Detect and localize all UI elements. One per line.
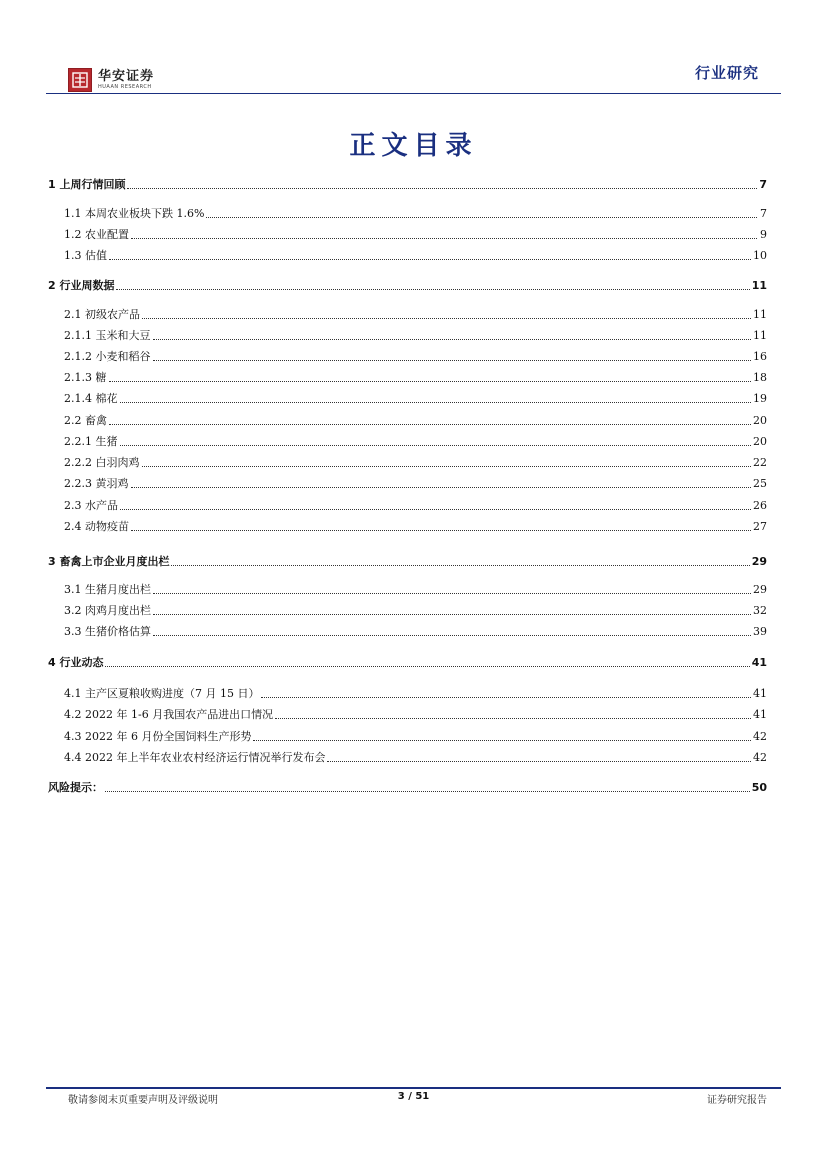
toc-leader-dots	[131, 529, 751, 531]
toc-leader-dots	[153, 338, 752, 340]
toc-entry-label: 1 上周行情回顾	[48, 178, 126, 191]
toc-entry[interactable]	[48, 172, 767, 192]
toc-entry-label: 4 行业动态	[48, 656, 104, 669]
footer-divider	[46, 1087, 781, 1089]
toc-entry-page: 20	[753, 414, 767, 427]
toc-entry-label: 4.1 主产区夏粮收购进度（7 月 15 日）	[64, 687, 260, 700]
toc-entry[interactable]	[48, 493, 767, 513]
toc-entry-label: 2.1 初级农产品	[64, 308, 140, 321]
toc-entry-label: 3 畜禽上市企业月度出栏	[48, 555, 170, 568]
toc-entry-label: 2 行业周数据	[48, 279, 115, 292]
toc-entry-label: 2.2.1 生猪	[64, 435, 118, 448]
toc-entry[interactable]	[48, 408, 767, 428]
toc-entry-page: 29	[751, 555, 767, 568]
toc-entry-page: 26	[753, 499, 767, 512]
toc-leader-dots	[116, 288, 749, 290]
toc-entry-page: 11	[751, 279, 767, 292]
toc-leader-dots	[105, 665, 749, 667]
toc-entry-page: 41	[751, 656, 767, 669]
toc-leader-dots	[206, 216, 757, 218]
toc-entry[interactable]	[48, 619, 767, 639]
header-divider	[46, 93, 781, 94]
toc-entry[interactable]	[48, 323, 767, 343]
toc-entry-page: 16	[753, 350, 767, 363]
toc-entry-page: 18	[753, 371, 767, 384]
toc-entry[interactable]	[48, 201, 767, 221]
page-title: 正文目录	[349, 131, 478, 161]
toc-leader-dots	[153, 592, 751, 594]
toc-entry-label: 2.2 畜禽	[64, 414, 107, 427]
logo-name-en: HUAAN RESEARCH	[98, 84, 152, 90]
footer-disclaimer: 敬请参阅末页重要声明及评级说明	[68, 1095, 218, 1106]
toc-leader-dots	[120, 508, 751, 510]
toc-leader-dots	[120, 401, 752, 403]
toc-leader-dots	[327, 760, 751, 762]
toc-entry[interactable]	[48, 302, 767, 322]
toc-entry[interactable]	[48, 702, 767, 722]
company-logo	[68, 68, 154, 92]
toc-entry-page: 20	[753, 435, 767, 448]
toc-entry-label: 风险提示：	[48, 781, 103, 794]
toc-entry-label: 2.3 水产品	[64, 499, 118, 512]
toc-entry-label: 2.1.3 糖	[64, 371, 107, 384]
logo-name-cn: 华安证券	[98, 69, 155, 84]
toc-entry[interactable]	[48, 273, 767, 293]
toc-leader-dots	[153, 634, 751, 636]
toc-entry-page: 11	[753, 329, 767, 342]
toc-entry-label: 3.2 肉鸡月度出栏	[64, 604, 151, 617]
toc-entry[interactable]	[48, 243, 767, 263]
toc-entry-page: 11	[753, 308, 767, 321]
toc-entry-label: 1.2 农业配置	[64, 228, 129, 241]
toc-entry-label: 3.1 生猪月度出栏	[64, 583, 151, 596]
toc-entry-label: 2.4 动物疫苗	[64, 520, 129, 533]
toc-entry-page: 10	[753, 249, 767, 262]
toc-leader-dots	[105, 790, 750, 792]
toc-entry-label: 2.2.2 白羽肉鸡	[64, 456, 140, 469]
toc-entry-label: 4.3 2022 年 6 月份全国饲料生产形势	[64, 730, 252, 743]
toc-entry-page: 25	[753, 477, 767, 490]
toc-entry-page: 22	[753, 456, 767, 469]
toc-entry-label: 2.1.2 小麦和稻谷	[64, 350, 151, 363]
page-number: 3 / 51	[397, 1091, 430, 1102]
toc-entry[interactable]	[48, 450, 767, 470]
toc-leader-dots	[142, 317, 751, 319]
toc-entry-page: 39	[753, 625, 767, 638]
toc-leader-dots	[153, 359, 752, 361]
report-category: 行业研究	[694, 64, 759, 82]
toc-entry-label: 2.2.3 黄羽鸡	[64, 477, 129, 490]
toc-entry[interactable]	[48, 222, 767, 242]
toc-leader-dots	[153, 613, 751, 615]
toc-entry-page: 32	[753, 604, 767, 617]
toc-entry[interactable]	[48, 598, 767, 618]
toc-leader-dots	[109, 380, 752, 382]
toc-entry[interactable]	[48, 775, 767, 795]
toc-entry[interactable]	[48, 344, 767, 364]
toc-leader-dots	[275, 717, 751, 719]
toc-leader-dots	[109, 423, 751, 425]
toc-entry-label: 1.1 本周农业板块下跌 1.6%	[64, 207, 205, 220]
toc-entry-page: 42	[753, 751, 767, 764]
toc-entry[interactable]	[48, 514, 767, 534]
toc-leader-dots	[131, 237, 757, 239]
toc-entry-page: 19	[753, 392, 767, 405]
toc-leader-dots	[261, 696, 751, 698]
toc-entry-page: 7	[759, 178, 767, 191]
toc-entry-label: 2.1.4 棉花	[64, 392, 118, 405]
toc-leader-dots	[142, 465, 752, 467]
toc-entry[interactable]	[48, 429, 767, 449]
toc-leader-dots	[171, 564, 749, 566]
toc-entry[interactable]	[48, 471, 767, 491]
toc-entry-page: 41	[753, 708, 767, 721]
toc-leader-dots	[253, 739, 751, 741]
toc-entry-label: 4.4 2022 年上半年农业农村经济运行情况举行发布会	[64, 751, 326, 764]
toc-entry-page: 27	[753, 520, 767, 533]
toc-entry[interactable]	[48, 745, 767, 765]
toc-leader-dots	[131, 486, 752, 488]
toc-entry[interactable]	[48, 365, 767, 385]
toc-entry-label: 2.1.1 玉米和大豆	[64, 329, 151, 342]
toc-entry-page: 42	[753, 730, 767, 743]
toc-entry-page: 9	[760, 228, 767, 241]
toc-entry-page: 41	[753, 687, 767, 700]
toc-entry-label: 1.3 估值	[64, 249, 107, 262]
toc-entry[interactable]	[48, 650, 767, 670]
toc-entry[interactable]	[48, 577, 767, 597]
toc-entry[interactable]	[48, 681, 767, 701]
toc-entry-page: 29	[753, 583, 767, 596]
toc-leader-dots	[109, 258, 751, 260]
toc-entry-label: 4.2 2022 年 1-6 月我国农产品进出口情况	[64, 708, 274, 721]
seal-icon	[68, 68, 92, 92]
toc-entry[interactable]	[48, 549, 767, 569]
toc-entry-label: 3.3 生猪价格估算	[64, 625, 151, 638]
toc-entry[interactable]	[48, 724, 767, 744]
toc-leader-dots	[127, 187, 757, 189]
toc-entry-page: 50	[751, 781, 767, 794]
toc-entry-page: 7	[760, 207, 767, 220]
footer-report-type: 证券研究报告	[707, 1095, 767, 1106]
toc-leader-dots	[120, 444, 752, 446]
toc-entry[interactable]	[48, 386, 767, 406]
